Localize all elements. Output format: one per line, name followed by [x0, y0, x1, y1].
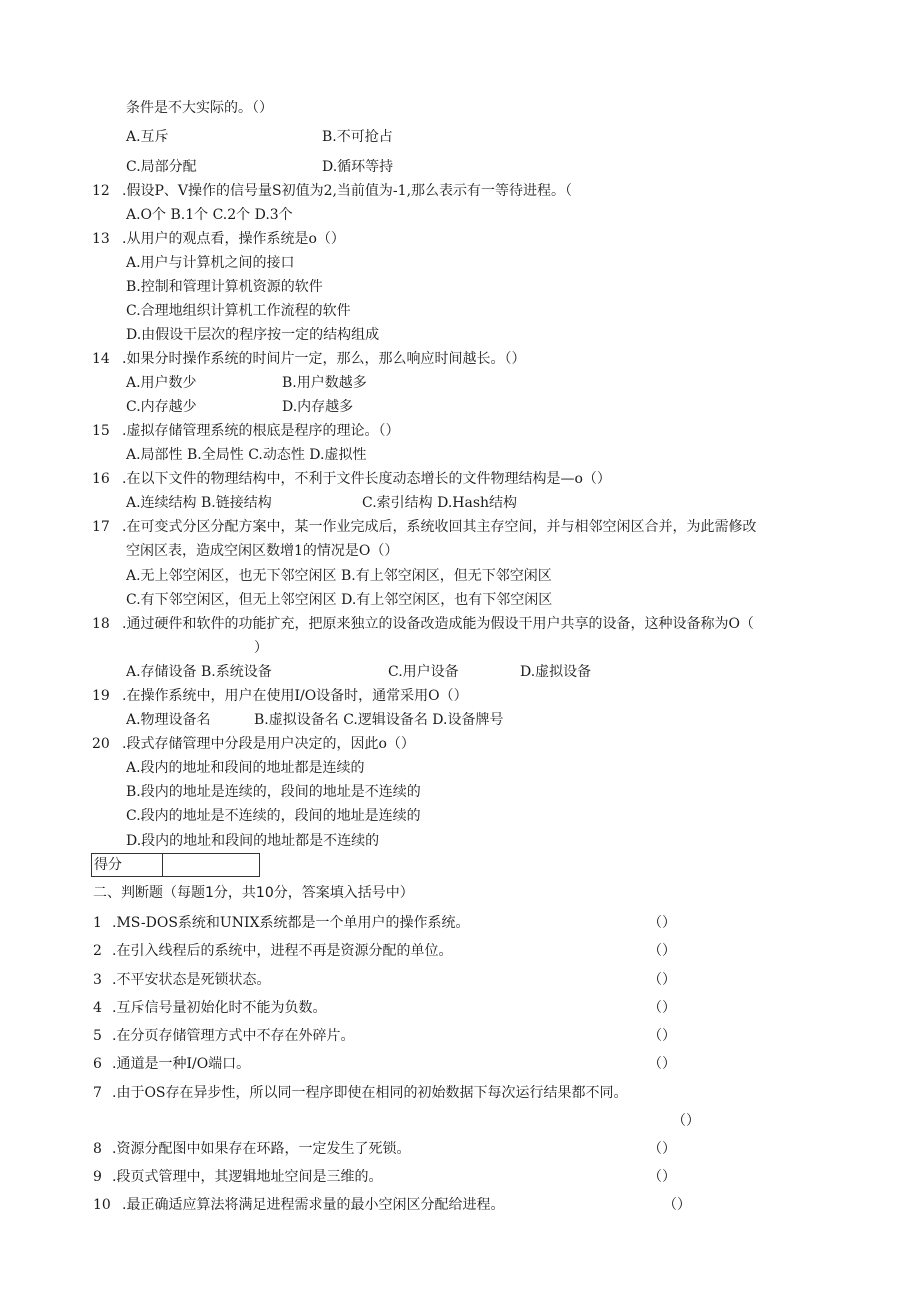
answer-paren[interactable]: （） — [648, 915, 676, 931]
q18-text: .通过硬件和软件的功能扩充，把原来独立的设备改造成能为假设干用户共享的设备，这种设备称为O（ — [122, 616, 754, 632]
judge-number: 3 — [93, 972, 102, 988]
q17-text-cont: 空闲区表，造成空闲区数增1的情况是O（） — [126, 543, 399, 559]
answer-paren[interactable]: （） — [663, 1197, 691, 1213]
q12-number: 12 — [92, 183, 110, 199]
q13-option-b: B.控制和管理计算机资源的软件 — [126, 279, 323, 295]
answer-paren[interactable]: （） — [672, 1113, 700, 1129]
q15-text: .虚拟存储管理系统的根底是程序的理论。（） — [122, 423, 400, 439]
score-label: 得分 — [94, 857, 122, 873]
judge-text: .在引入线程后的系统中，进程不再是资源分配的单位。 — [112, 943, 453, 959]
answer-paren[interactable]: （） — [648, 943, 676, 959]
q14-text: .如果分时操作系统的时间片一定，那么，那么响应时间越长。（） — [122, 351, 526, 367]
judge-number: 6 — [93, 1056, 102, 1072]
q14-option-c: C.内存越少 — [126, 399, 197, 415]
q13-option-c: C.合理地组织计算机工作流程的软件 — [126, 303, 351, 319]
q14-number: 14 — [92, 351, 110, 367]
judge-number: 10 — [93, 1197, 111, 1213]
score-divider — [162, 854, 163, 876]
q12-options: A.O个 B.1个 C.2个 D.3个 — [126, 207, 293, 223]
answer-paren[interactable]: （） — [648, 1169, 676, 1185]
judge-text: .最正确适应算法将满足进程需求量的最小空闲区分配给进程。 — [122, 1197, 505, 1213]
judge-number: 2 — [93, 943, 102, 959]
q15-options: A.局部性 B.全局性 C.动态性 D.虚拟性 — [126, 447, 367, 463]
q14-option-d: D.内存越多 — [282, 399, 354, 415]
q20-option-c: C.段内的地址是不连续的，段间的地址是连续的 — [126, 808, 421, 824]
q14-option-b: B.用户数越多 — [282, 375, 367, 391]
q13-option-d: D.由假设干层次的程序按一定的结构组成 — [126, 327, 380, 343]
q11-tail: 条件是不大实际的。（） — [126, 100, 273, 116]
q17-text: .在可变式分区分配方案中，某一作业完成后，系统收回其主存空间，并与相邻空闲区合并，为此需修改 — [122, 519, 757, 535]
judge-number: 7 — [93, 1085, 102, 1101]
judge-text: .段页式管理中，其逻辑地址空间是三维的。 — [112, 1169, 383, 1185]
score-box — [91, 853, 260, 877]
q11-option-c: C.局部分配 — [126, 159, 197, 175]
judge-text: .通道是一种I/O端口。 — [112, 1056, 251, 1072]
q18-number: 18 — [92, 616, 110, 632]
judge-text: .资源分配图中如果存在环路，一定发生了死锁。 — [112, 1141, 411, 1157]
q17-options-cd: C.有下邻空闲区，但无上邻空闲区 D.有上邻空闲区，也有下邻空闲区 — [126, 592, 553, 608]
q20-option-b: B.段内的地址是连续的，段间的地址是不连续的 — [126, 784, 421, 800]
q13-option-a: A.用户与计算机之间的接口 — [126, 255, 295, 271]
judge-text: .互斥信号量初始化时不能为负数。 — [112, 1000, 327, 1016]
q20-option-a: A.段内的地址和段间的地址都是连续的 — [126, 760, 365, 776]
q18-options-ab: A.存储设备 B.系统设备 — [126, 664, 272, 680]
judge-number: 4 — [93, 1000, 102, 1016]
q20-option-d: D.段内的地址和段间的地址都是不连续的 — [126, 833, 380, 849]
q15-number: 15 — [92, 423, 110, 439]
q11-option-b: B.不可抢占 — [322, 129, 393, 145]
q11-option-d: D.循环等持 — [322, 159, 394, 175]
q17-options-ab: A.无上邻空闲区，也无下邻空闲区 B.有上邻空闲区，但无下邻空闲区 — [126, 568, 552, 584]
judge-number: 9 — [93, 1169, 102, 1185]
q13-text: .从用户的观点看，操作系统是o（） — [122, 231, 345, 247]
q19-number: 19 — [92, 688, 110, 704]
answer-paren[interactable]: （） — [648, 1000, 676, 1016]
answer-paren[interactable]: （） — [648, 1028, 676, 1044]
q20-number: 20 — [92, 736, 110, 752]
judge-number: 8 — [93, 1141, 102, 1157]
q19-option-a: A.物理设备名 — [126, 712, 211, 728]
q18-option-c: C.用户设备 — [388, 664, 459, 680]
q19-text: .在操作系统中，用户在使用I/O设备时，通常采用O（） — [122, 688, 468, 704]
q16-text: .在以下文件的物理结构中，不利于文件长度动态增长的文件物理结构是—o（） — [122, 471, 611, 487]
judge-text: .不平安状态是死锁状态。 — [112, 972, 271, 988]
judge-number: 5 — [93, 1028, 102, 1044]
q18-text-cont: ） — [254, 640, 268, 656]
q12-text: .假设P、V操作的信号量S初值为2,当前值为-1,那么表示有一等待进程。（ — [122, 183, 573, 199]
q20-text: .段式存储管理中分段是用户决定的，因此o（） — [122, 736, 415, 752]
answer-paren[interactable]: （） — [648, 1141, 676, 1157]
judge-text: .MS-DOS系统和UNIX系统都是一个单用户的操作系统。 — [112, 915, 470, 931]
answer-paren[interactable]: （） — [648, 1056, 676, 1072]
judge-number: 1 — [93, 915, 102, 931]
section2-title: 二、判断题（每题1分，共10分，答案填入括号中） — [93, 885, 414, 901]
q16-options-cd: C.索引结构 D.Hash结构 — [362, 495, 518, 511]
q17-number: 17 — [92, 519, 110, 535]
answer-paren[interactable]: （） — [648, 972, 676, 988]
q11-option-a: A.互斥 — [126, 129, 169, 145]
q14-option-a: A.用户数少 — [126, 375, 197, 391]
q16-options-ab: A.连续结构 B.链接结构 — [126, 495, 272, 511]
q19-options-bcd: B.虚拟设备名 C.逻辑设备名 D.设备牌号 — [254, 712, 504, 728]
q13-number: 13 — [92, 231, 110, 247]
judge-text: .在分页存储管理方式中不存在外碎片。 — [112, 1028, 355, 1044]
judge-text: .由于OS存在异步性，所以同一程序即使在相同的初始数据下每次运行结果都不同。 — [112, 1085, 628, 1101]
q18-option-d: D.虚拟设备 — [520, 664, 592, 680]
q16-number: 16 — [92, 471, 110, 487]
